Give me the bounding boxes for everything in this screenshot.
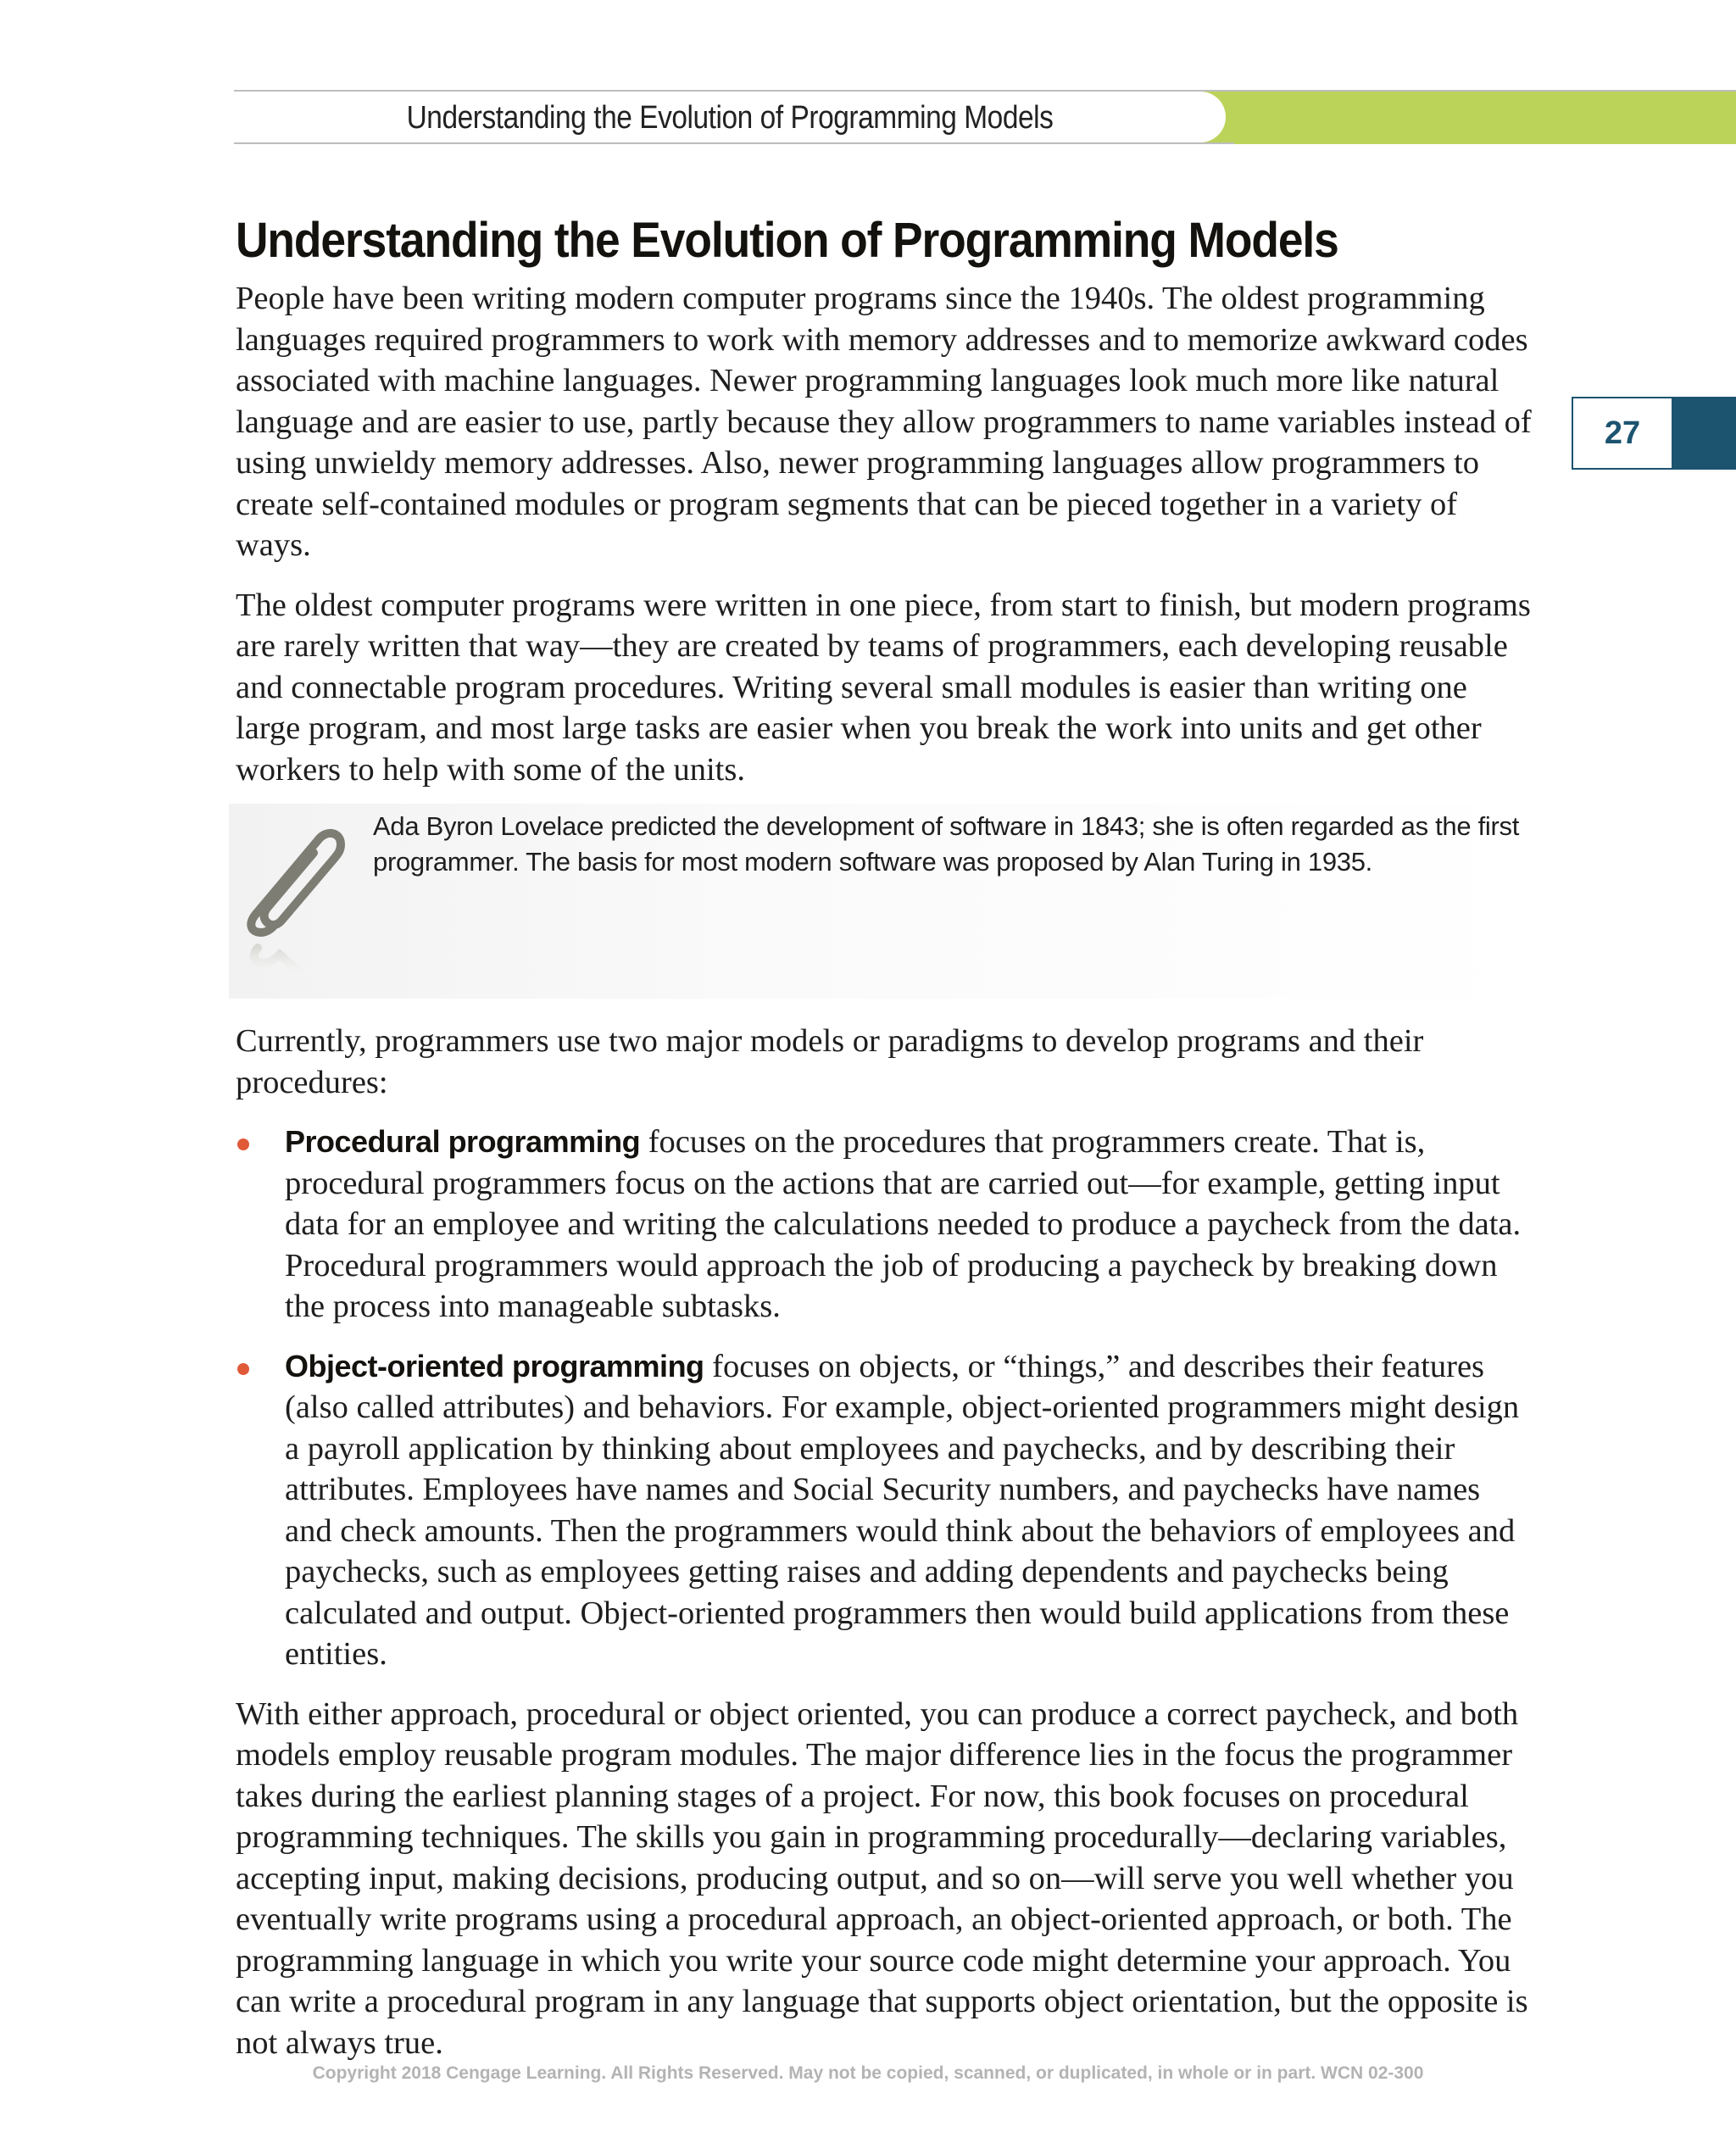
paragraph-3: Currently, programmers use two major models or paradigms to develop programs and their procedures: — [236, 1023, 1424, 1100]
paragraph-4: With either approach, procedural or object oriented, you can produce a correct paycheck, and both models employ reusable program modules. The major difference lies in the focus the programmer takes during the earliest planning stages of a project. For now, this book focuses on procedural programming techniques. The skills you gain in programming procedurally—declaring variables, accepting input, making decisions, producing output, and so on—will serve you well whether you eventually write programs using a procedural approach, an object-oriented approach, or both. The programming language in which you write your source code might determine your approach. You can write a procedural program in any language that supports object orientation, but the opposite is not always true. — [236, 1695, 1528, 2061]
section-title: Understanding the Evolution of Programming Models — [236, 213, 1338, 268]
paragraph-2: The oldest computer programs were written in one piece, from start to finish, but modern programs are rarely written that way—they are created by teams of programmers, each developing reusable and connectable program procedures. Writing several small modules is easier than writing one large program, and most large tasks are easier when you break the work into units and get other workers to help with some of the units. — [236, 587, 1531, 788]
note-text: Ada Byron Lovelace predicted the development of software in 1843; she is often regarded as the first programmer. The basis for most modern software was proposed by Alan Turing in 1935. — [373, 811, 1520, 877]
page-number: 27 — [1604, 415, 1641, 451]
paradigm-list — [236, 1122, 1533, 1675]
bullet-icon — [237, 1363, 249, 1375]
header-rule-bottom — [234, 142, 1234, 144]
bullet-icon — [237, 1139, 249, 1150]
key-term: Procedural programming — [285, 1124, 641, 1159]
list-item — [236, 1346, 1533, 1675]
paragraph-1: People have been writing modern computer programs since the 1940s. The oldest programming languages required programmers to work with memory addresses and to memorize awkward codes associated with machine languages. Newer programming languages look much more like natural language and are easier to use, partly because they allow programmers to name variables instead of using unwieldy memory addresses. Also, newer programming languages allow programmers to create self-contained modules or program segments that can be pieced together in a variety of ways. — [236, 281, 1532, 563]
page-number-box — [1572, 397, 1673, 470]
note-box — [236, 809, 1533, 997]
running-header: Understanding the Evolution of Programming Models — [406, 100, 1054, 136]
list-item-text: focuses on objects, or “things,” and describes their features (also called attributes) and behaviors. For example, object-oriented programmers might design a payroll application by thinking about employees and paychecks, and by describing their attributes. Employees have names and Social Security numbers, and paychecks have names and check amounts. Then the programmers would think about the behaviors of employees and paychecks, such as employees getting raises and adding dependents and paychecks being calculated and output. Object-oriented programmers then would build applications from these entities. — [285, 1348, 1520, 1672]
list-item — [236, 1122, 1533, 1328]
copyright-notice: Copyright 2018 Cengage Learning. All Rights Reserved. May not be copied, scanned, or duplicated, in whole or in part. WCN 02-300 — [312, 2063, 1424, 2083]
header-accent-bar — [1187, 90, 1736, 144]
main-content — [236, 207, 1533, 2082]
list-item-text: focuses on the procedures that programmers create. That is, procedural programmers focus on the actions that are carried out—for example, getting input data for an employee and writing the calculations needed to produce a paycheck from the data. Procedural programmers would approach the job of producing a paycheck by breaking down the process into manageable subtasks. — [285, 1124, 1522, 1324]
paperclip-icon — [232, 814, 351, 983]
key-term: Object-oriented programming — [285, 1348, 704, 1383]
page-number-tab — [1673, 397, 1736, 470]
